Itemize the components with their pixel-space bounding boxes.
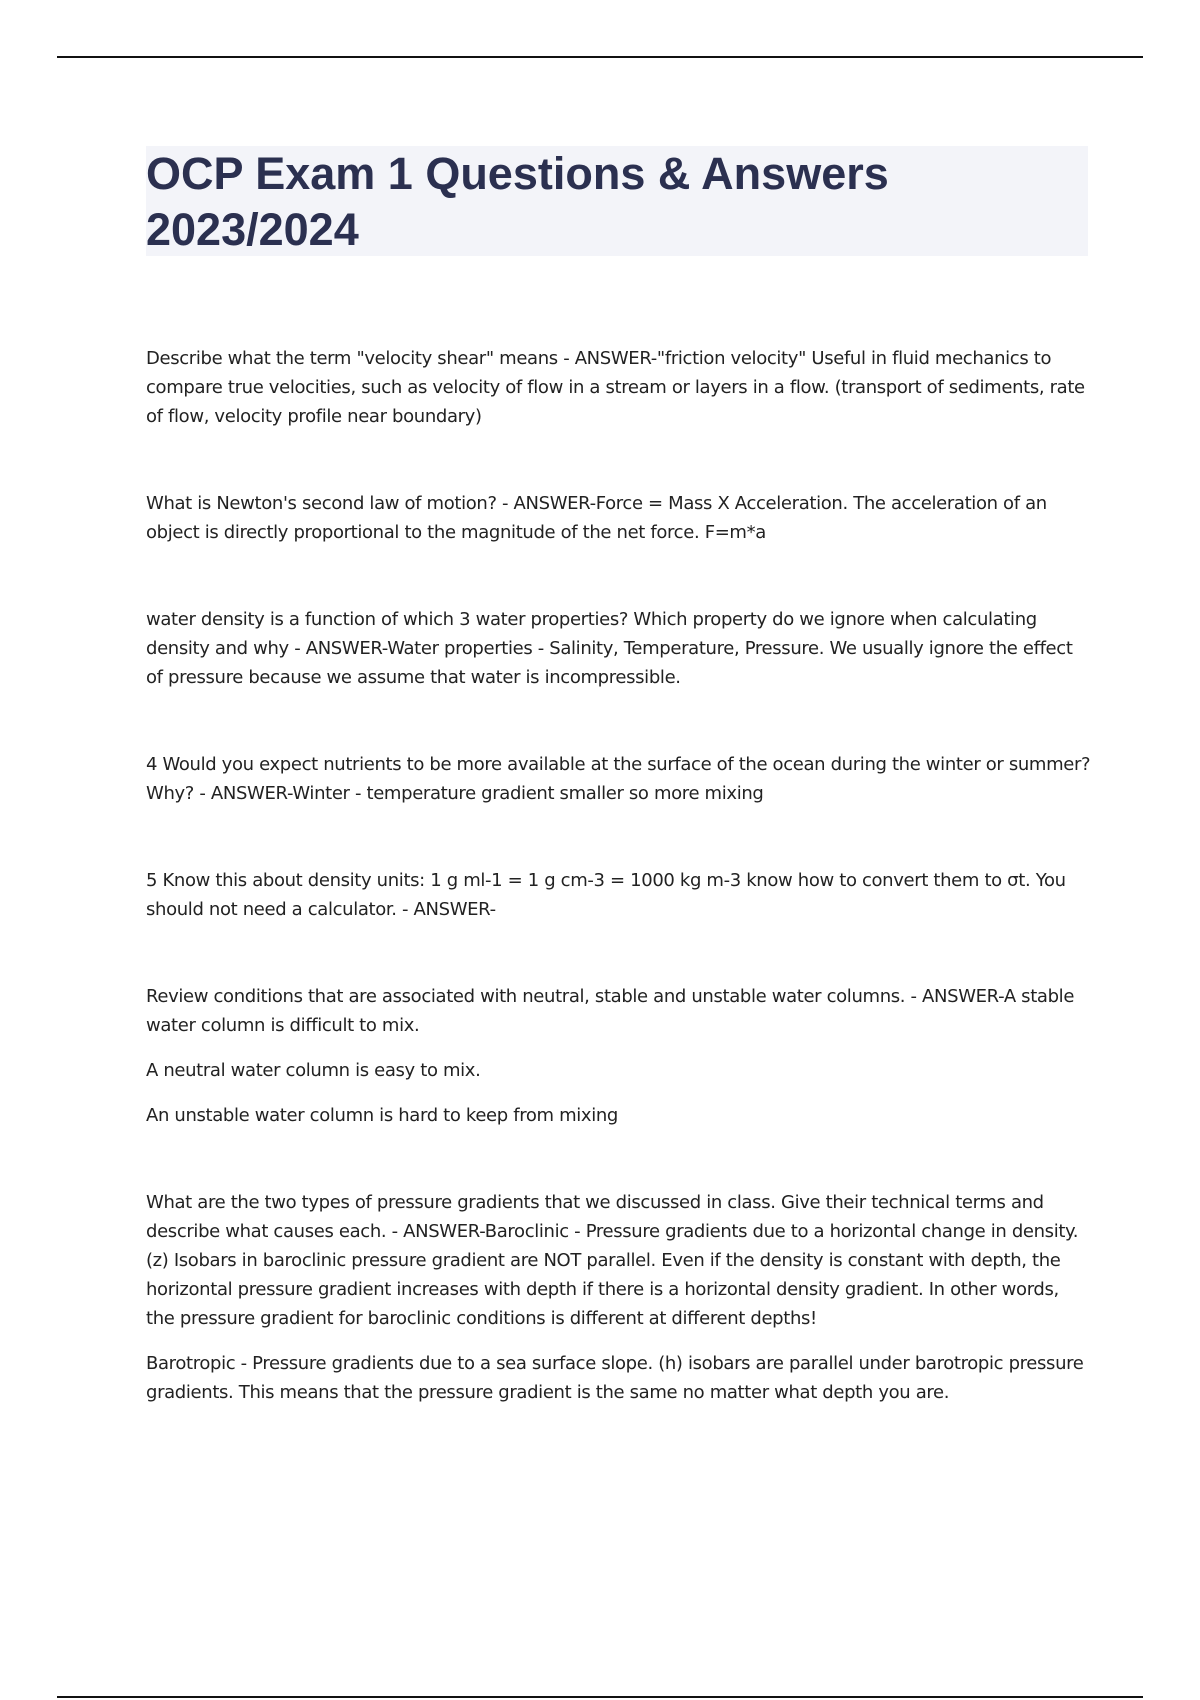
qa-item [146,489,1092,547]
qa-list [146,344,1092,1465]
top-rule [57,56,1143,58]
document-title: OCP Exam 1 Questions & Answers 2023/2024 [146,148,889,255]
qa-paragraph: What are the two types of pressure gradients that we discussed in class. Give their technical terms and describe what causes each. - ANSWER-Baroclinic - Pressure gradients due to a horizontal change in density. (z) Isobars in baroclinic pressure gradient are NOT parallel. Even if the density is constant with depth, the horizontal pressure gradient increases with depth if there is a horizontal density gradient. In other words, the pressure gradient for baroclinic conditions is different at different depths! [146,1192,1079,1329]
qa-item [146,605,1092,692]
qa-paragraph: 5 Know this about density units: 1 g ml-1 = 1 g cm-3 = 1000 kg m-3 know how to convert them to σt. You should not need a calculator. - ANSWER- [146,870,1066,920]
qa-item [146,344,1092,431]
qa-paragraph: A neutral water column is easy to mix. [146,1060,481,1081]
qa-paragraph: Barotropic - Pressure gradients due to a sea surface slope. (h) isobars are parallel under barotropic pressure gradients. This means that the pressure gradient is the same no matter what depth you are. [146,1353,1084,1403]
title-banner [146,146,1088,256]
qa-item [146,750,1092,808]
qa-paragraph: An unstable water column is hard to keep from mixing [146,1105,619,1126]
qa-paragraph: Describe what the term "velocity shear" means - ANSWER-"friction velocity" Useful in fluid mechanics to compare true velocities, such as velocity of flow in a stream or layers in a flow. (transport of sediments, rate of flow, velocity profile near boundary) [146,348,1085,427]
qa-paragraph: What is Newton's second law of motion? - ANSWER-Force = Mass X Acceleration. The acceleration of an object is directly proportional to the magnitude of the net force. F=m*a [146,493,1047,543]
qa-paragraph: Review conditions that are associated with neutral, stable and unstable water columns. - ANSWER-A stable water column is difficult to mix. [146,986,1075,1036]
qa-item [146,866,1092,924]
qa-item [146,1188,1092,1407]
bottom-rule [57,1696,1143,1698]
qa-item [146,982,1092,1130]
qa-paragraph: water density is a function of which 3 water properties? Which property do we ignore when calculating density and why - ANSWER-Water properties - Salinity, Temperature, Pressure. We usually ignore the effect of pressure because we assume that water is incompressible. [146,609,1073,688]
qa-paragraph: 4 Would you expect nutrients to be more available at the surface of the ocean during the winter or summer? Why? - ANSWER-Winter - temperature gradient smaller so more mixing [146,754,1091,804]
